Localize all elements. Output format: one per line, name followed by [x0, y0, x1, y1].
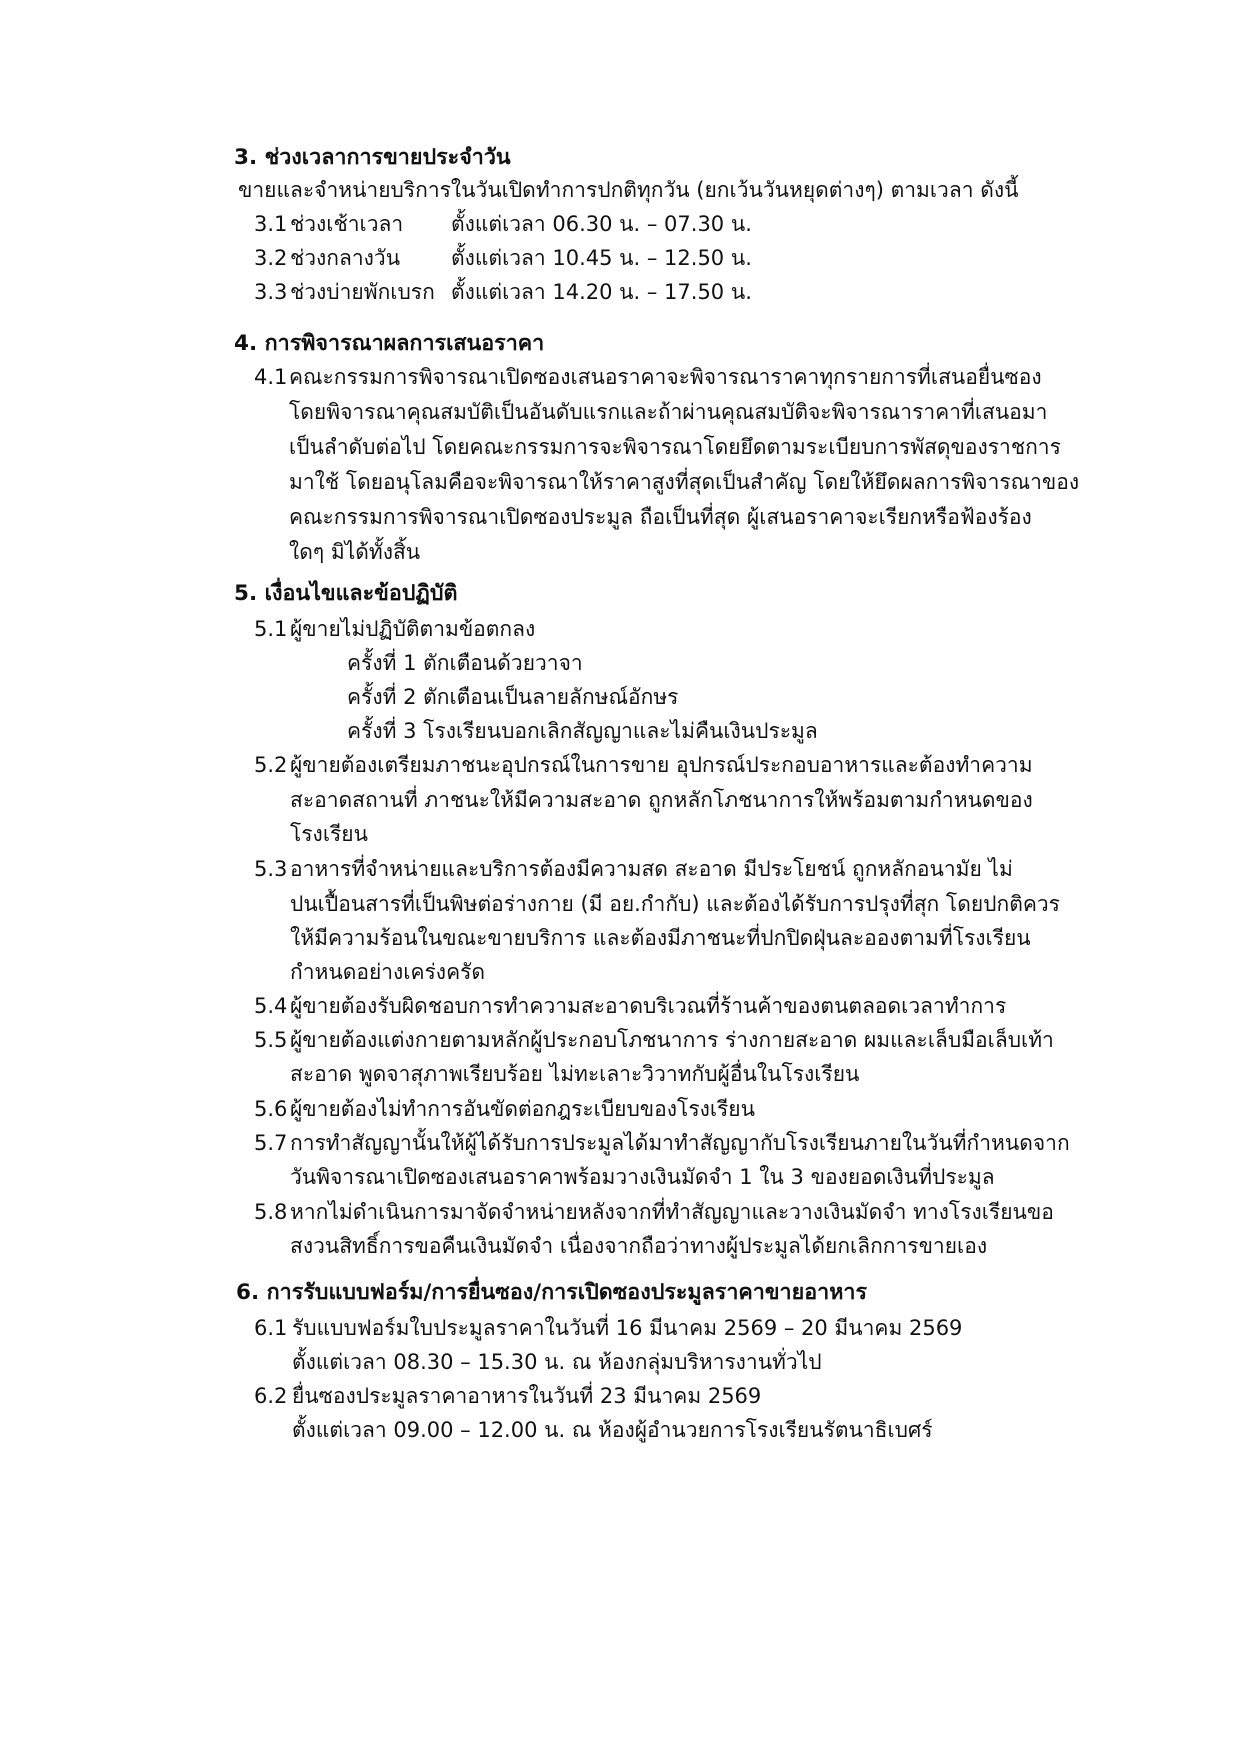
item-6-2-number: 6.2: [254, 1384, 288, 1408]
item-3-3-label: ช่วงบ่ายพักเบรก: [290, 280, 435, 304]
item-3-1-label: ช่วงเช้าเวลา: [290, 212, 404, 236]
item-3-1-number: 3.1: [254, 212, 288, 236]
section-4-heading: 4. การพิจารณาผลการเสนอราคา: [234, 331, 545, 356]
item-3-3-number: 3.3: [254, 280, 288, 304]
item-3-3-time: ตั้งแต่เวลา 14.20 น. – 17.50 น.: [451, 280, 752, 304]
item-6-1-number: 6.1: [254, 1316, 288, 1340]
item-4-1-line: เป็นลำดับต่อไป โดยคณะกรรมการจะพิจารณาโดยยึดตามระเบียบการพัสดุของราชการ: [289, 435, 1061, 459]
item-3-2-number: 3.2: [254, 246, 288, 270]
item-5-7-number: 5.7: [254, 1131, 288, 1155]
section-5-heading: 5. เงื่อนไขและข้อปฏิบัติ: [234, 581, 458, 606]
item-5-3-line: ให้มีความร้อนในขณะขายบริการ และต้องมีภาชนะที่ปกปิดฝุ่นละอองตามที่โรงเรียน: [290, 926, 1031, 950]
item-5-8-line: หากไม่ดำเนินการมาจัดจำหน่ายหลังจากที่ทำสัญญาและวางเงินมัดจำ ทางโรงเรียนขอ: [290, 1200, 1054, 1224]
item-5-1-sub: ครั้งที่ 2 ตักเตือนเป็นลายลักษณ์อักษร: [347, 685, 679, 709]
item-5-2-number: 5.2: [254, 753, 288, 777]
item-4-1-number: 4.1: [254, 365, 288, 389]
section-3-intro: ขายและจำหน่ายบริการในวันเปิดทำการปกติทุกวัน (ยกเว้นวันหยุดต่างๆ) ตามเวลา ดังนี้: [238, 178, 1019, 202]
item-5-2-line: สะอาดสถานที่ ภาชนะให้มีความสะอาด ถูกหลักโภชนาการให้พร้อมตามกำหนดของ: [290, 788, 1033, 812]
item-5-1-sub: ครั้งที่ 1 ตักเตือนด้วยวาจา: [347, 651, 583, 675]
item-4-1-line: โดยพิจารณาคุณสมบัติเป็นอันดับแรกและถ้าผ่านคุณสมบัติจะพิจารณาราคาที่เสนอมา: [289, 400, 1048, 424]
item-5-2-line: ผู้ขายต้องเตรียมภาชนะอุปกรณ์ในการขาย อุปกรณ์ประกอบอาหารและต้องทำความ: [290, 753, 1033, 777]
item-4-1-line: คณะกรรมการพิจารณาเปิดซองเสนอราคาจะพิจารณาราคาทุกรายการที่เสนอยื่นซอง: [289, 365, 1042, 389]
item-3-2-label: ช่วงกลางวัน: [290, 246, 401, 270]
item-5-6-number: 5.6: [254, 1097, 288, 1121]
item-5-6-line: ผู้ขายต้องไม่ทำการอันขัดต่อกฎระเบียบของโรงเรียน: [290, 1097, 755, 1121]
item-4-1-line: ใดๆ มิได้ทั้งสิ้น: [289, 540, 421, 564]
item-5-4-number: 5.4: [254, 994, 288, 1018]
item-3-1-time: ตั้งแต่เวลา 06.30 น. – 07.30 น.: [451, 212, 752, 236]
item-5-7-line: การทำสัญญานั้นให้ผู้ได้รับการประมูลได้มาทำสัญญากับโรงเรียนภายในวันที่กำหนดจาก: [290, 1131, 1070, 1155]
item-5-1-number: 5.1: [254, 617, 288, 641]
item-4-1-line: มาใช้ โดยอนุโลมคือจะพิจารณาให้ราคาสูงที่สุดเป็นสำคัญ โดยให้ยึดผลการพิจารณาของ: [289, 470, 1080, 494]
item-6-1-line: ตั้งแต่เวลา 08.30 – 15.30 น. ณ ห้องกลุ่มบริหารงานทั่วไป: [292, 1350, 822, 1374]
section-6-heading: 6. การรับแบบฟอร์ม/การยื่นซอง/การเปิดซองประมูลราคาขายอาหาร: [236, 1280, 868, 1305]
item-5-3-number: 5.3: [254, 857, 288, 881]
section-3-heading: 3. ช่วงเวลาการขายประจำวัน: [234, 145, 511, 170]
item-5-5-line: สะอาด พูดจาสุภาพเรียบร้อย ไม่ทะเลาะวิวาทกับผู้อื่นในโรงเรียน: [290, 1062, 860, 1086]
item-5-3-line: อาหารที่จำหน่ายและบริการต้องมีความสด สะอาด มีประโยชน์ ถูกหลักอนามัย ไม่: [290, 857, 1013, 881]
item-5-3-line: กำหนดอย่างเคร่งครัด: [290, 960, 486, 984]
item-3-2-time: ตั้งแต่เวลา 10.45 น. – 12.50 น.: [451, 246, 752, 270]
item-4-1-line: คณะกรรมการพิจารณาเปิดซองประมูล ถือเป็นที่สุด ผู้เสนอราคาจะเรียกหรือฟ้องร้อง: [289, 505, 1032, 529]
item-6-2-line: ยื่นซองประมูลราคาอาหารในวันที่ 23 มีนาคม 2569: [292, 1384, 762, 1408]
item-5-8-line: สงวนสิทธิ์การขอคืนเงินมัดจำ เนื่องจากถือว่าทางผู้ประมูลได้ยกเลิกการขายเอง: [290, 1234, 988, 1258]
item-5-4-line: ผู้ขายต้องรับผิดชอบการทำความสะอาดบริเวณที่ร้านค้าของตนตลอดเวลาทำการ: [290, 994, 1007, 1018]
item-5-1-text: ผู้ขายไม่ปฏิบัติตามข้อตกลง: [290, 617, 536, 641]
item-5-5-number: 5.5: [254, 1028, 288, 1052]
item-5-1-sub: ครั้งที่ 3 โรงเรียนบอกเลิกสัญญาและไม่คืนเงินประมูล: [347, 719, 818, 743]
item-5-2-line: โรงเรียน: [290, 822, 368, 846]
item-5-7-line: วันพิจารณาเปิดซองเสนอราคาพร้อมวางเงินมัดจำ 1 ใน 3 ของยอดเงินที่ประมูล: [290, 1165, 995, 1189]
item-5-8-number: 5.8: [254, 1200, 288, 1224]
item-5-3-line: ปนเปื้อนสารที่เป็นพิษต่อร่างกาย (มี อย.กำกับ) และต้องได้รับการปรุงที่สุก โดยปกติควร: [290, 892, 1060, 916]
item-5-5-line: ผู้ขายต้องแต่งกายตามหลักผู้ประกอบโภชนาการ ร่างกายสะอาด ผมและเล็บมือเล็บเท้า: [290, 1028, 1054, 1052]
item-6-1-line: รับแบบฟอร์มใบประมูลราคาในวันที่ 16 มีนาคม 2569 – 20 มีนาคม 2569: [292, 1316, 963, 1340]
item-6-2-line: ตั้งแต่เวลา 09.00 – 12.00 น. ณ ห้องผู้อำนวยการโรงเรียนรัตนาธิเบศร์: [292, 1418, 933, 1442]
